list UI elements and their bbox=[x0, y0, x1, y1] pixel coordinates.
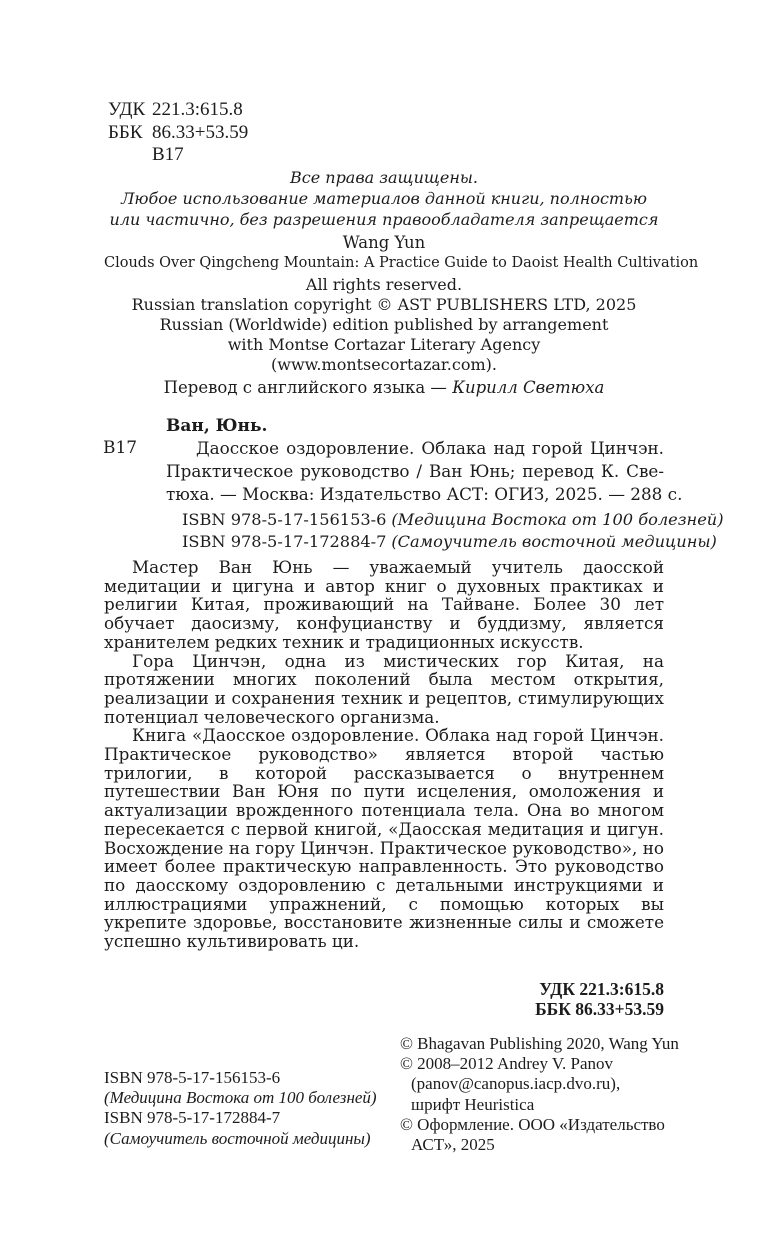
author-code-spacer bbox=[108, 144, 152, 167]
bottom-classification bbox=[104, 979, 664, 1020]
copyright-credit-line: АСТ», 2025 bbox=[411, 1135, 495, 1155]
imprint-columns bbox=[104, 1033, 679, 1156]
rights-notice-line: или частично, без разрешения правообладателя запрещается bbox=[109, 209, 659, 229]
classification-codes bbox=[104, 99, 664, 167]
translation-credit bbox=[104, 377, 664, 398]
copyright-credit-line: © Bhagavan Publishing 2020, Wang Yun bbox=[400, 1033, 679, 1053]
catalog-author-heading: Ван, Юнь. bbox=[166, 415, 268, 436]
catalog-entry-line: тюха. — Москва: Издательство АСТ: ОГИЗ, 2025. — 288 с. bbox=[166, 484, 683, 505]
udk-value: 221.3:615.8 bbox=[152, 99, 243, 120]
annotation-paragraph: Мастер Ван Юнь — уважаемый учитель даосской медитации и цигуна и автор книг о духовных практиках и религии Китая, проживающий на Тайване. Более 30 лет обучает даосизму, конфуцианству и буддизму, является хранителем редких техник и традиционных искусств. bbox=[104, 556, 664, 652]
isbn-series: (Медицина Востока от 100 болезней) bbox=[104, 1088, 377, 1108]
copyright-credit-line: шрифт Heuristica bbox=[411, 1094, 535, 1114]
isbn-number: ISBN 978-5-17-156153-6 bbox=[182, 510, 387, 530]
copyright-credit-line: © Оформление. ООО «Издательство bbox=[400, 1114, 665, 1134]
isbn-number: ISBN 978-5-17-156153-6 bbox=[104, 1067, 281, 1087]
bbk-label: ББК bbox=[108, 121, 143, 143]
isbn-column bbox=[104, 1068, 400, 1156]
copyright-line: (www.montsecortazar.com). bbox=[271, 354, 497, 374]
isbn-line bbox=[182, 509, 724, 530]
copyright-line: with Montse Cortazar Literary Agency bbox=[227, 334, 541, 354]
annotation-paragraph: Гора Цинчэн, одна из мистических гор Китая, на протяжении многих поколений была местом открытия, реализации и сохранения техник и рецептов, стимулирующих потенциал человеческого организма. bbox=[104, 650, 664, 727]
bbk-row bbox=[108, 122, 664, 145]
isbn-series: (Медицина Востока от 100 болезней) bbox=[391, 510, 724, 530]
translation-credit-prefix: Перевод с английского языка — bbox=[163, 377, 453, 397]
annotation bbox=[104, 558, 664, 951]
author-code-row bbox=[108, 144, 664, 167]
rights-notice-line: Все права защищены. bbox=[289, 167, 479, 187]
copyright-line: Russian translation copyright © AST PUBLISHERS LTD, 2025 bbox=[131, 294, 637, 314]
original-author: Wang Yun bbox=[342, 232, 426, 252]
isbn-series: (Самоучитель восточной медицины) bbox=[104, 1128, 371, 1148]
catalog-entry bbox=[103, 437, 683, 507]
copyright-notice bbox=[104, 275, 664, 375]
copyright-credit-line: (panov@canopus.iacp.dvo.ru), bbox=[411, 1074, 621, 1094]
bottom-bbk: ББК 86.33+53.59 bbox=[535, 999, 664, 1020]
rights-notice bbox=[104, 167, 664, 230]
annotation-paragraph: Книга «Даосское оздоровление. Облака над горой Цинчэн. Практическое руководство» является второй частью трилогии, в которой рассказывается о внутреннем путешествии Ван Юня по пути исцеления, омоложения и актуализации врожденного потенциала тела. Она во многом пересекается с первой книгой, «Даосская медитация и цигун. Восхождение на гору Цинчэн. Практическое руководство», но имеет более практическую направленность. Это руководство по даосскому оздоровлению с детальными инструкциями и иллюстрациями упражнений, с помощью которых вы укрепите здоровье, восстановите жизненные силы и сможете успешно культивировать ци. bbox=[104, 725, 664, 952]
catalog-entry-line: Даосское оздоровление. Облака над горой Цинчэн. bbox=[196, 437, 664, 458]
copyright-credit-line: © 2008–2012 Andrey V. Panov bbox=[400, 1054, 613, 1074]
copyright-line: All rights reserved. bbox=[305, 274, 463, 294]
bottom-udk: УДК 221.3:615.8 bbox=[539, 978, 664, 999]
catalog-code: В17 bbox=[103, 437, 138, 458]
original-title: Clouds Over Qingcheng Mountain: A Practice Guide to Daoist Health Cultivation bbox=[104, 254, 699, 271]
bbk-value: 86.33+53.59 bbox=[152, 121, 249, 143]
isbn-series: (Самоучитель восточной медицины) bbox=[391, 531, 717, 551]
udk-label: УДК bbox=[108, 99, 146, 120]
page-content bbox=[103, 99, 724, 1156]
catalog-entry-line: Практическое руководство / Ван Юнь; перевод К. Све- bbox=[166, 460, 664, 481]
translator-name: Кирилл Светюха bbox=[452, 377, 605, 397]
copyright-line: Russian (Worldwide) edition published by arrangement bbox=[159, 314, 609, 334]
original-edition bbox=[104, 232, 699, 273]
author-code: В17 bbox=[152, 144, 184, 165]
isbn-line bbox=[182, 531, 717, 552]
catalog-isbn-block bbox=[182, 509, 724, 552]
rights-notice-line: Любое использование материалов данной книги, полностью bbox=[121, 188, 647, 208]
isbn-number: ISBN 978-5-17-172884-7 bbox=[182, 531, 387, 551]
copyright-column bbox=[400, 1034, 679, 1156]
isbn-number: ISBN 978-5-17-172884-7 bbox=[104, 1108, 281, 1128]
udk-row bbox=[108, 99, 664, 122]
